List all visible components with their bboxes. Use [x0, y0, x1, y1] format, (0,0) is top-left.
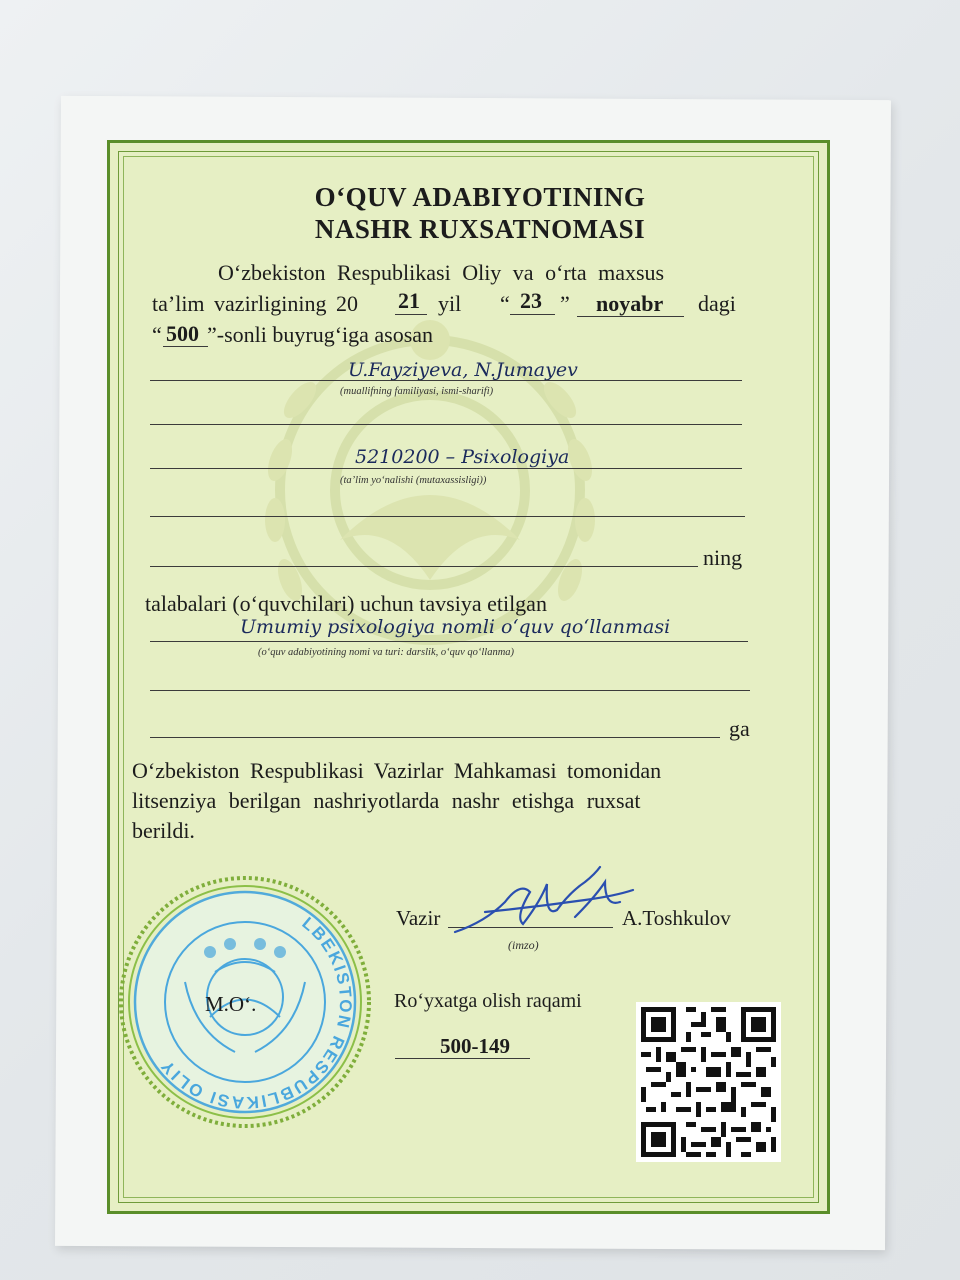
- title-line-2: NASHR RUXSATNOMASI: [314, 214, 646, 244]
- yil-label: yil: [438, 291, 462, 316]
- order-number: 500: [166, 321, 199, 346]
- signature-role: Vazir: [396, 906, 441, 930]
- order-suffix: ”-sonli buyrug‘iga asosan: [207, 322, 434, 347]
- signer-name: A.Toshkulov: [622, 906, 731, 930]
- closing-line-3: berildi.: [132, 818, 195, 843]
- day-value: 23: [520, 288, 542, 313]
- order-quote-open: “: [152, 322, 162, 347]
- seal-mo-label: M.O‘.: [205, 992, 257, 1016]
- direction-value: 5210200 – Psixologiya: [355, 446, 570, 468]
- intro-line-1: O‘zbekiston Respublikasi Oliy va o‘rta maxsus: [218, 260, 665, 285]
- book-value: Umumiy psixologiya nomli o‘quv qo‘llanmasi: [240, 616, 671, 638]
- svg-text:LBEKISTON RESPUBLIKASI OLIY: LBEKISTON RESPUBLIKASI OLIY: [156, 913, 356, 1113]
- authors-value: U.Fayziyeva, N.Jumayev: [348, 359, 578, 381]
- month-value: noyabr: [596, 291, 664, 316]
- signature-caption: (imzo): [508, 938, 539, 952]
- dagi-label: dagi: [698, 291, 736, 316]
- closing-line-1: O‘zbekiston Respublikasi Vazirlar Mahkamasi tomonidan: [132, 758, 662, 783]
- ning-label: ning: [703, 545, 743, 570]
- registration-number: 500-149: [440, 1034, 510, 1058]
- day-quote-close: ”: [560, 291, 570, 316]
- students-line: talabalari (o‘quvchilari) uchun tavsiya etilgan: [145, 591, 547, 616]
- qr-code: [636, 1002, 781, 1162]
- qr-code-icon: [636, 1002, 781, 1162]
- authors-caption: (muallifning familiyasi, ismi-sharifi): [340, 386, 494, 397]
- ga-label: ga: [729, 716, 750, 741]
- signature-icon: [445, 862, 640, 942]
- closing-line-2: litsenziya berilgan nashriyotlarda nashr etishga ruxsat: [132, 788, 641, 813]
- book-caption: (o‘quv adabiyotining nomi va turi: darslik, o‘quv qo‘llanma): [258, 647, 515, 658]
- year-value: 21: [398, 288, 420, 313]
- registration-label: Ro‘yxatga olish raqami: [394, 990, 582, 1012]
- day-quote-open: “: [500, 291, 510, 316]
- title-line-1: O‘QUV ADABIYOTINING: [314, 182, 646, 212]
- intro-line-2-prefix: ta’lim vazirligining 20: [152, 291, 358, 316]
- direction-caption: (ta’lim yo‘nalishi (mutaxassisligi)): [340, 475, 487, 486]
